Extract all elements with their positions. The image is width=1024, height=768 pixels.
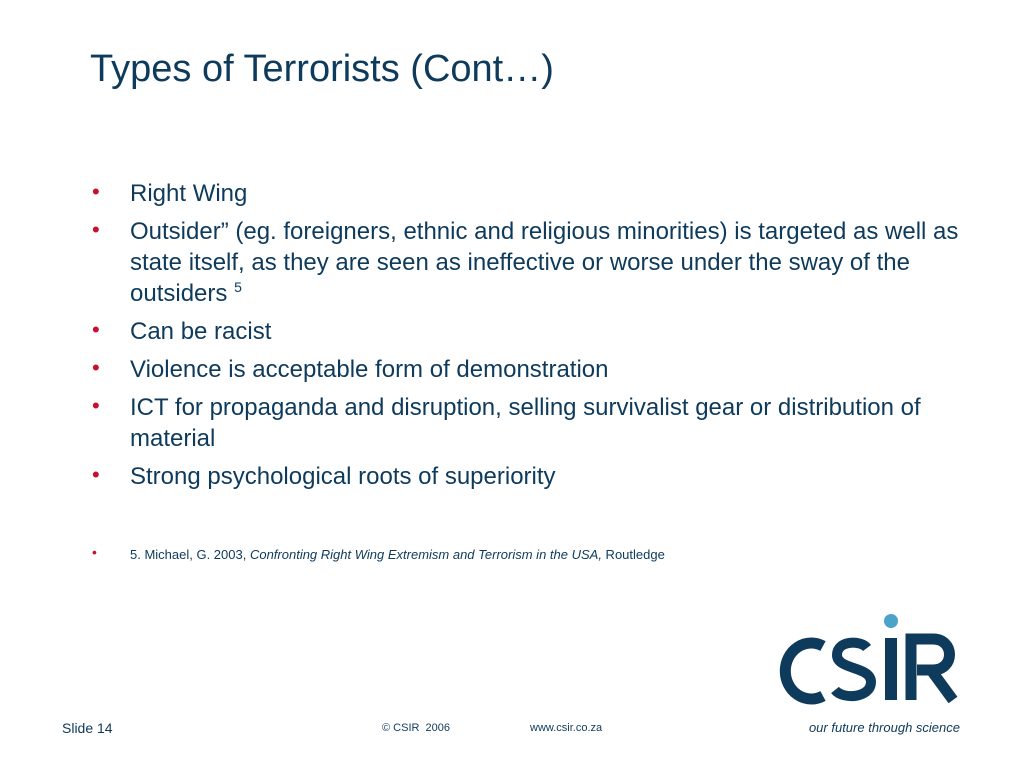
- footnote-book-title: Confronting Right Wing Extremism and Terrorism in the USA,: [249, 547, 602, 562]
- bullet-marker: •: [92, 393, 100, 418]
- bullet-marker: •: [92, 317, 100, 342]
- bullet-item: [90, 392, 960, 454]
- footer-url: www.csir.co.za: [530, 722, 603, 734]
- bullet-marker: •: [92, 179, 100, 204]
- bullet-text: Strong psychological roots of superiority: [130, 463, 556, 490]
- bullet-text: Outsider” (eg. foreigners, ethnic and religious minorities) is targeted as well as state itself, as they are seen as ineffective or worse under the sway of the outsiders: [130, 218, 959, 307]
- bullet-text: Right Wing: [130, 180, 248, 207]
- bullet-text: Violence is acceptable form of demonstration: [130, 356, 609, 383]
- footnote-publisher: Routledge: [601, 547, 665, 562]
- bullet-text: Can be racist: [130, 318, 272, 345]
- bullet-text: ICT for propaganda and disruption, selling survivalist gear or distribution of material: [130, 394, 921, 452]
- footnote-reference: 5: [234, 279, 242, 295]
- slide-title: Types of Terrorists (Cont…): [90, 48, 554, 90]
- bullet-item: [90, 216, 960, 309]
- bullet-item: [90, 461, 960, 492]
- bullet-marker: •: [92, 462, 100, 487]
- bullet-marker: •: [92, 355, 100, 380]
- bullet-item: [90, 316, 960, 347]
- footer-copyright: © CSIR 2006: [382, 722, 451, 734]
- bullet-marker: •: [92, 544, 97, 560]
- csir-logo-icon: [775, 612, 960, 712]
- logo-tagline: our future through science: [808, 720, 960, 735]
- footnote: [90, 544, 1000, 562]
- bullet-item: [90, 354, 960, 385]
- bullet-list: [90, 178, 960, 499]
- bullet-item: [90, 178, 960, 209]
- footnote-prefix: 5. Michael, G. 2003,: [130, 547, 250, 562]
- slide-number: Slide 14: [62, 720, 113, 736]
- bullet-marker: •: [92, 217, 100, 242]
